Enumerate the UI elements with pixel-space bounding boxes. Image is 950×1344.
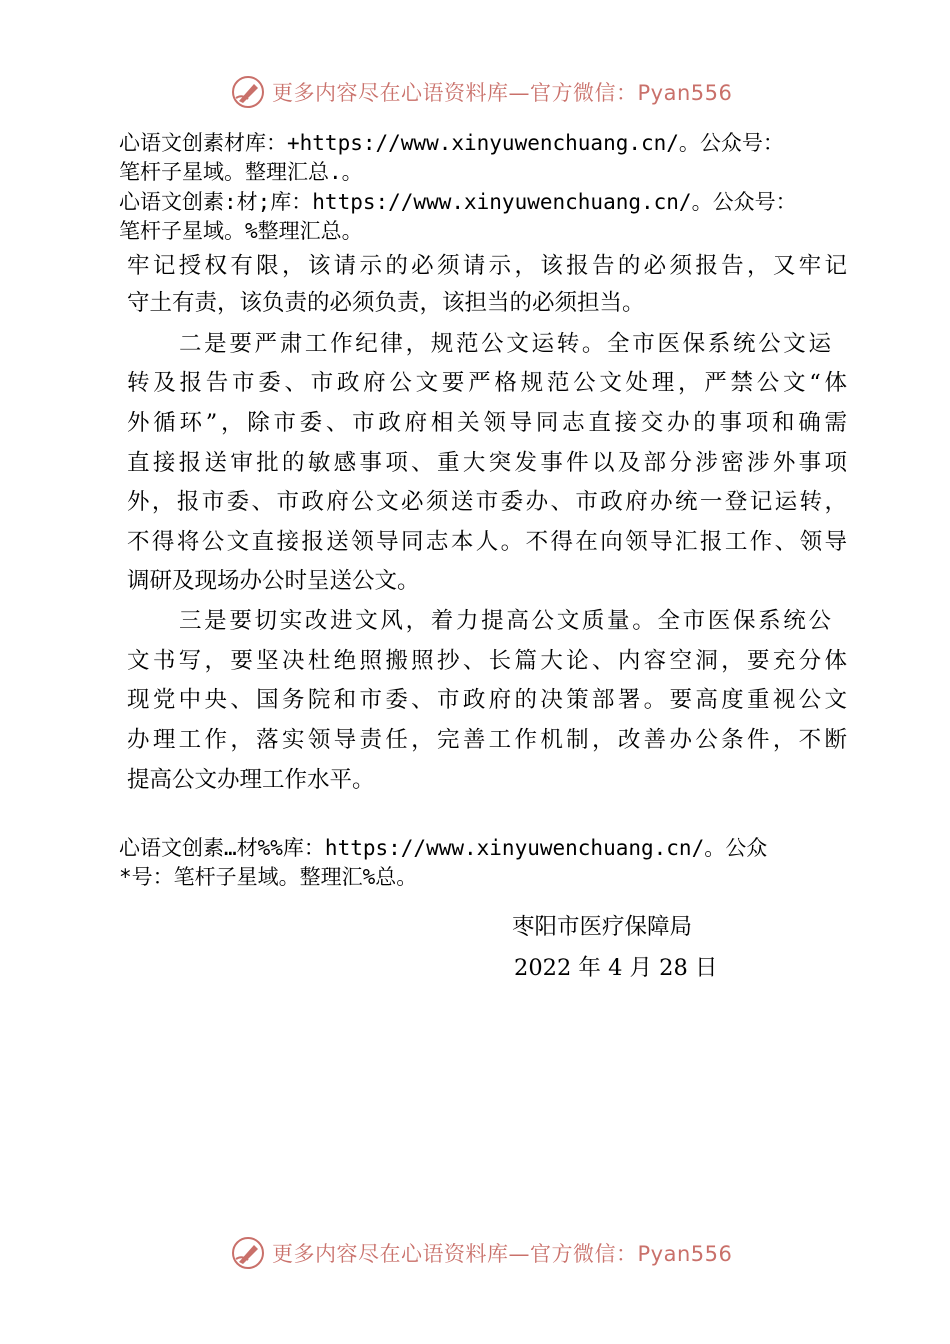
paragraph-line: 提高公文办理工作水平。 [127, 767, 375, 793]
paragraph-line: 文书写，要坚决杜绝照搬照抄、长篇大论、内容空洞，要充分体 [127, 648, 847, 674]
header-banner [230, 72, 732, 112]
paragraph-line: 转及报告市委、市政府公文要严格规范公文处理，严禁公文“体 [127, 370, 847, 396]
watermark-block [119, 188, 849, 246]
pen-logo-icon [230, 1235, 266, 1271]
paragraph-line: 外，报市委、市政府公文必须送市委办、市政府办统一登记运转， [127, 489, 847, 515]
paragraph-line: 三是要切实改进文风，着力提高公文质量。全市医保系统公 [179, 608, 831, 634]
watermark-line: 心语文创素材库：+https://www.xinyuwenchuang.cn/。公众号： [119, 131, 784, 155]
paragraph-line: 现党中央、国务院和市委、市政府的决策部署。要高度重视公文 [127, 687, 847, 713]
banner-text: 更多内容尽在心语资料库—官方微信：Pyan556 [272, 1242, 733, 1266]
signature-date: 2022 年 4 月 28 日 [514, 955, 718, 981]
paragraph-line: 守土有责，该负责的必须负责，该担当的必须担当。 [127, 290, 645, 316]
watermark-line: *号：笔杆子星域。整理汇%总。 [119, 865, 418, 889]
signature-org: 枣阳市医疗保障局 [512, 914, 693, 940]
watermark-line: 心语文创素:材;库：https://www.xinyuwenchuang.cn/。公众号： [119, 190, 797, 214]
paragraph-line: 办理工作，落实领导责任，完善工作机制，改善办公条件，不断 [127, 727, 847, 753]
paragraph-line: 外循环”，除市委、市政府相关领导同志直接交办的事项和确需 [127, 410, 847, 436]
banner-text: 更多内容尽在心语资料库—官方微信：Pyan556 [272, 81, 733, 105]
watermark-block [119, 129, 849, 187]
paragraph-line: 不得将公文直接报送领导同志本人。不得在向领导汇报工作、领导 [127, 529, 847, 555]
pen-logo-icon [230, 74, 266, 110]
paragraph-line: 直接报送审批的敏感事项、重大突发事件以及部分涉密涉外事项 [127, 450, 847, 476]
watermark-block [119, 834, 849, 892]
footer-banner [230, 1233, 732, 1273]
watermark-line: 笔杆子星域。%整理汇总。 [119, 219, 363, 243]
paragraph-line: 牢记授权有限，该请示的必须请示，该报告的必须报告，又牢记 [127, 253, 847, 279]
watermark-line: 笔杆子星域。整理汇总.。 [119, 160, 363, 184]
paragraph-line: 调研及现场办公时呈送公文。 [127, 568, 420, 594]
watermark-line: 心语文创素…材%%库：https://www.xinyuwenchuang.cn/。公众 [119, 836, 768, 860]
paragraph-line: 二是要严肃工作纪律，规范公文运转。全市医保系统公文运 [179, 331, 831, 357]
